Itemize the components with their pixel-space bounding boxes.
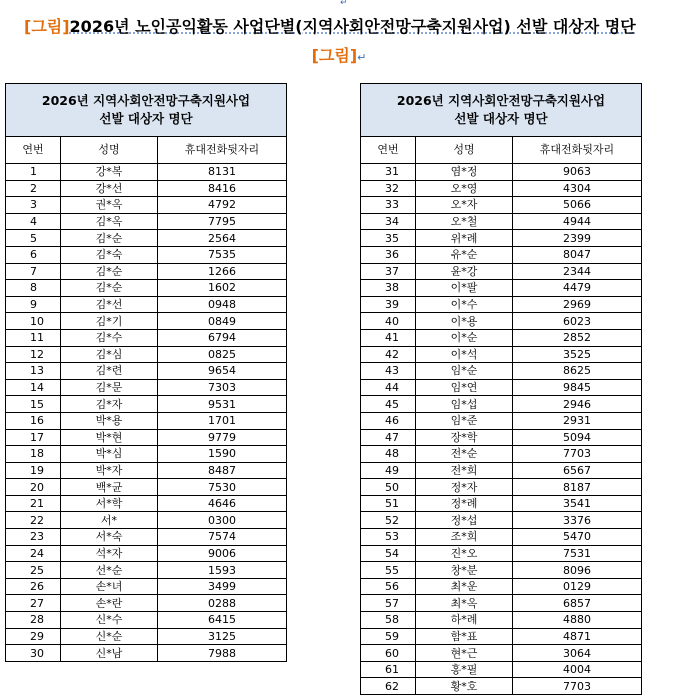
table-row [361, 678, 642, 695]
cell-phone: 7531 [513, 545, 642, 562]
cell-no: 30 [6, 645, 61, 662]
cell-phone: 9779 [158, 429, 287, 446]
cell-no: 50 [361, 479, 416, 496]
cell-no: 25 [6, 562, 61, 579]
cell-phone: 2931 [513, 412, 642, 429]
column-header-no: 연번 [6, 137, 61, 164]
paragraph-mark-icon: ↵ [357, 51, 367, 64]
cell-name: 김*순 [61, 280, 158, 297]
cell-no: 16 [6, 412, 61, 429]
table-row [6, 164, 287, 181]
cell-phone: 4944 [513, 213, 642, 230]
cell-no: 41 [361, 329, 416, 346]
cell-name: 서*학 [61, 495, 158, 512]
cell-phone: 1266 [158, 263, 287, 280]
cell-name: 전*희 [416, 462, 513, 479]
cell-no: 19 [6, 462, 61, 479]
cell-no: 27 [6, 595, 61, 612]
table-row [6, 578, 287, 595]
cell-phone: 9006 [158, 545, 287, 562]
cell-no: 22 [6, 512, 61, 529]
table-row [361, 329, 642, 346]
table-title-line2: 선발 대상자 명단 [99, 111, 193, 126]
cell-phone: 5066 [513, 197, 642, 214]
cell-no: 33 [361, 197, 416, 214]
cell-name: 김*심 [61, 346, 158, 363]
cell-no: 8 [6, 280, 61, 297]
cell-no: 12 [6, 346, 61, 363]
table-title [6, 84, 287, 137]
table-row [6, 645, 287, 662]
cell-name: 서* [61, 512, 158, 529]
cell-name: 박*현 [61, 429, 158, 446]
cell-phone: 7530 [158, 479, 287, 496]
cell-no: 45 [361, 396, 416, 413]
cell-name: 임*섭 [416, 396, 513, 413]
cell-no: 31 [361, 164, 416, 181]
table-row [361, 197, 642, 214]
cell-no: 7 [6, 263, 61, 280]
cell-phone: 1590 [158, 446, 287, 463]
cell-no: 46 [361, 412, 416, 429]
figure-caption [0, 43, 678, 66]
table-row [361, 595, 642, 612]
cell-no: 21 [6, 495, 61, 512]
cell-name: 이*팔 [416, 280, 513, 297]
cell-phone: 6857 [513, 595, 642, 612]
cell-no: 61 [361, 661, 416, 678]
cell-name: 임*연 [416, 379, 513, 396]
table-row [361, 379, 642, 396]
cell-phone: 2946 [513, 396, 642, 413]
cell-no: 54 [361, 545, 416, 562]
table-row [6, 562, 287, 579]
cell-phone: 4880 [513, 612, 642, 629]
cell-phone: 3499 [158, 578, 287, 595]
cell-phone: 7574 [158, 529, 287, 546]
table-row [6, 197, 287, 214]
cell-no: 39 [361, 296, 416, 313]
cell-name: 김*순 [61, 263, 158, 280]
table-row [6, 329, 287, 346]
cell-phone: 7795 [158, 213, 287, 230]
cell-phone: 7988 [158, 645, 287, 662]
cell-name: 백*균 [61, 479, 158, 496]
cell-name: 임*준 [416, 412, 513, 429]
cell-no: 6 [6, 246, 61, 263]
cell-no: 43 [361, 363, 416, 380]
table-row [361, 446, 642, 463]
cell-phone: 2344 [513, 263, 642, 280]
cell-no: 60 [361, 645, 416, 662]
cell-no: 2 [6, 180, 61, 197]
column-header-no: 연번 [361, 137, 416, 164]
table-row [361, 313, 642, 330]
cell-no: 35 [361, 230, 416, 247]
cell-name: 오*철 [416, 213, 513, 230]
table-row [361, 296, 642, 313]
cell-name: 김*선 [61, 296, 158, 313]
cell-name: 윤*강 [416, 263, 513, 280]
cell-phone: 4792 [158, 197, 287, 214]
figure-caption-label: [그림] [311, 46, 358, 65]
cell-name: 창*분 [416, 562, 513, 579]
cell-name: 박*용 [61, 412, 158, 429]
cell-phone: 4479 [513, 280, 642, 297]
cell-phone: 3376 [513, 512, 642, 529]
cell-no: 18 [6, 446, 61, 463]
table-row [361, 661, 642, 678]
table-title [361, 84, 642, 137]
cell-phone: 2399 [513, 230, 642, 247]
cell-no: 14 [6, 379, 61, 396]
table-header-row [6, 137, 287, 164]
cell-no: 56 [361, 578, 416, 595]
table-row [6, 230, 287, 247]
table-row [361, 545, 642, 562]
table-row [6, 595, 287, 612]
cell-no: 52 [361, 512, 416, 529]
table-row [6, 280, 287, 297]
table-row [6, 628, 287, 645]
cell-phone: 0300 [158, 512, 287, 529]
heading-text: 2026년 노인공익활동 사업단별(지역사회안전망구축지원사업) 선발 대상자 명단 [69, 17, 636, 36]
cell-phone: 0129 [513, 578, 642, 595]
cell-name: 김*옥 [61, 213, 158, 230]
table-row [361, 280, 642, 297]
cell-name: 하*례 [416, 612, 513, 629]
cell-name: 선*순 [61, 562, 158, 579]
cell-no: 26 [6, 578, 61, 595]
cell-no: 42 [361, 346, 416, 363]
cell-no: 10 [6, 313, 61, 330]
cell-name: 강*선 [61, 180, 158, 197]
table-row [6, 545, 287, 562]
cell-name: 정*섭 [416, 512, 513, 529]
cell-phone: 9531 [158, 396, 287, 413]
cell-name: 석*자 [61, 545, 158, 562]
table-row [361, 628, 642, 645]
cell-phone: 1602 [158, 280, 287, 297]
table-title-line1: 2026년 지역사회안전망구축지원사업 [396, 93, 606, 108]
cell-no: 5 [6, 230, 61, 247]
cell-no: 34 [361, 213, 416, 230]
cell-name: 강*복 [61, 164, 158, 181]
table-row [361, 529, 642, 546]
cell-no: 15 [6, 396, 61, 413]
cell-phone: 4646 [158, 495, 287, 512]
cell-phone: 4004 [513, 661, 642, 678]
cell-name: 염*정 [416, 164, 513, 181]
column-header-phone: 휴대전화뒷자리 [513, 137, 642, 164]
cell-name: 박*자 [61, 462, 158, 479]
cell-name: 손*녀 [61, 578, 158, 595]
cell-name: 최*옥 [416, 595, 513, 612]
cell-no: 4 [6, 213, 61, 230]
cell-name: 오*자 [416, 197, 513, 214]
cell-name: 최*운 [416, 578, 513, 595]
cell-no: 36 [361, 246, 416, 263]
table-row [361, 263, 642, 280]
cell-no: 62 [361, 678, 416, 695]
cell-phone: 3125 [158, 628, 287, 645]
table-row [361, 495, 642, 512]
table-row [6, 495, 287, 512]
cell-phone: 2564 [158, 230, 287, 247]
column-header-name: 성명 [61, 137, 158, 164]
cell-no: 9 [6, 296, 61, 313]
cell-name: 김*문 [61, 379, 158, 396]
cell-name: 황*호 [416, 678, 513, 695]
table-row [6, 296, 287, 313]
table-row [361, 578, 642, 595]
table-row [361, 213, 642, 230]
cell-name: 이*용 [416, 313, 513, 330]
cell-phone: 8047 [513, 246, 642, 263]
cell-phone: 4304 [513, 180, 642, 197]
table-row [6, 429, 287, 446]
cell-no: 23 [6, 529, 61, 546]
cell-name: 조*희 [416, 529, 513, 546]
cell-phone: 8131 [158, 164, 287, 181]
table-row [361, 230, 642, 247]
cell-phone: 8487 [158, 462, 287, 479]
cell-no: 37 [361, 263, 416, 280]
table-row [6, 412, 287, 429]
cell-name: 김*련 [61, 363, 158, 380]
roster-table-right [360, 83, 642, 695]
table-row [6, 213, 287, 230]
table-row [361, 180, 642, 197]
cell-name: 신*남 [61, 645, 158, 662]
cell-phone: 0849 [158, 313, 287, 330]
cell-name: 김*수 [61, 329, 158, 346]
cell-phone: 8625 [513, 363, 642, 380]
cell-phone: 2969 [513, 296, 642, 313]
table-row [6, 479, 287, 496]
cell-no: 57 [361, 595, 416, 612]
cell-no: 53 [361, 529, 416, 546]
cell-name: 현*근 [416, 645, 513, 662]
cell-name: 함*표 [416, 628, 513, 645]
cell-no: 13 [6, 363, 61, 380]
table-row [361, 462, 642, 479]
table-row [6, 446, 287, 463]
cell-phone: 2852 [513, 329, 642, 346]
cell-name: 정*례 [416, 495, 513, 512]
cell-no: 58 [361, 612, 416, 629]
table-row [6, 346, 287, 363]
table-header-row [361, 137, 642, 164]
cell-phone: 6794 [158, 329, 287, 346]
table-row [361, 346, 642, 363]
cell-name: 정*자 [416, 479, 513, 496]
cell-phone: 7703 [513, 678, 642, 695]
cell-phone: 6415 [158, 612, 287, 629]
cell-name: 권*옥 [61, 197, 158, 214]
table-title-line2: 선발 대상자 명단 [454, 111, 548, 126]
cell-phone: 5470 [513, 529, 642, 546]
cell-no: 55 [361, 562, 416, 579]
table-row [6, 180, 287, 197]
cell-name: 이*순 [416, 329, 513, 346]
cell-phone: 3541 [513, 495, 642, 512]
cell-phone: 3525 [513, 346, 642, 363]
table-title-line1: 2026년 지역사회안전망구축지원사업 [41, 93, 251, 108]
cell-name: 유*순 [416, 246, 513, 263]
table-row [6, 379, 287, 396]
cell-name: 서*숙 [61, 529, 158, 546]
cell-no: 1 [6, 164, 61, 181]
cell-name: 손*란 [61, 595, 158, 612]
cell-name: 김*숙 [61, 246, 158, 263]
cell-name: 이*수 [416, 296, 513, 313]
cell-phone: 1701 [158, 412, 287, 429]
cell-phone: 3064 [513, 645, 642, 662]
column-header-name: 성명 [416, 137, 513, 164]
cell-phone: 0825 [158, 346, 287, 363]
cell-name: 박*심 [61, 446, 158, 463]
cell-no: 48 [361, 446, 416, 463]
cell-phone: 8096 [513, 562, 642, 579]
cell-phone: 6567 [513, 462, 642, 479]
cell-phone: 1593 [158, 562, 287, 579]
cell-name: 신*수 [61, 612, 158, 629]
cell-no: 51 [361, 495, 416, 512]
table-row [361, 562, 642, 579]
cell-name: 김*자 [61, 396, 158, 413]
cell-no: 11 [6, 329, 61, 346]
table-row [361, 512, 642, 529]
table-row [6, 246, 287, 263]
cell-phone: 9063 [513, 164, 642, 181]
cell-no: 24 [6, 545, 61, 562]
cell-phone: 8187 [513, 479, 642, 496]
cell-name: 이*석 [416, 346, 513, 363]
cell-no: 29 [6, 628, 61, 645]
table-row [6, 263, 287, 280]
cell-no: 47 [361, 429, 416, 446]
cell-phone: 7703 [513, 446, 642, 463]
table-row [6, 512, 287, 529]
cell-no: 38 [361, 280, 416, 297]
cell-no: 20 [6, 479, 61, 496]
paragraph-mark-icon: ↵ [340, 0, 348, 8]
figure-label: [그림] [24, 17, 70, 36]
table-row [361, 412, 642, 429]
cell-no: 59 [361, 628, 416, 645]
table-row [6, 363, 287, 380]
cell-phone: 6023 [513, 313, 642, 330]
table-row [361, 246, 642, 263]
cell-name: 신*순 [61, 628, 158, 645]
cell-name: 장*학 [416, 429, 513, 446]
table-row [6, 529, 287, 546]
table-row [361, 363, 642, 380]
cell-name: 오*영 [416, 180, 513, 197]
table-row [6, 396, 287, 413]
cell-name: 홍*필 [416, 661, 513, 678]
table-row [6, 313, 287, 330]
cell-name: 진*오 [416, 545, 513, 562]
cell-name: 전*순 [416, 446, 513, 463]
cell-no: 32 [361, 180, 416, 197]
roster-table-left [5, 83, 287, 662]
cell-phone: 8416 [158, 180, 287, 197]
cell-phone: 9654 [158, 363, 287, 380]
table-row [361, 164, 642, 181]
cell-no: 44 [361, 379, 416, 396]
cell-phone: 0948 [158, 296, 287, 313]
cell-name: 위*례 [416, 230, 513, 247]
cell-no: 17 [6, 429, 61, 446]
column-header-phone: 휴대전화뒷자리 [158, 137, 287, 164]
table-row [361, 396, 642, 413]
table-row [361, 612, 642, 629]
table-row [361, 645, 642, 662]
cell-phone: 7303 [158, 379, 287, 396]
cell-name: 임*순 [416, 363, 513, 380]
cell-phone: 5094 [513, 429, 642, 446]
table-row [6, 462, 287, 479]
table-row [361, 429, 642, 446]
cell-phone: 7535 [158, 246, 287, 263]
cell-no: 40 [361, 313, 416, 330]
cell-phone: 9845 [513, 379, 642, 396]
cell-no: 3 [6, 197, 61, 214]
table-row [6, 612, 287, 629]
table-row [361, 479, 642, 496]
cell-phone: 0288 [158, 595, 287, 612]
cell-no: 49 [361, 462, 416, 479]
document-heading [24, 14, 678, 37]
cell-name: 김*순 [61, 230, 158, 247]
cell-no: 28 [6, 612, 61, 629]
cell-phone: 4871 [513, 628, 642, 645]
cell-name: 김*기 [61, 313, 158, 330]
